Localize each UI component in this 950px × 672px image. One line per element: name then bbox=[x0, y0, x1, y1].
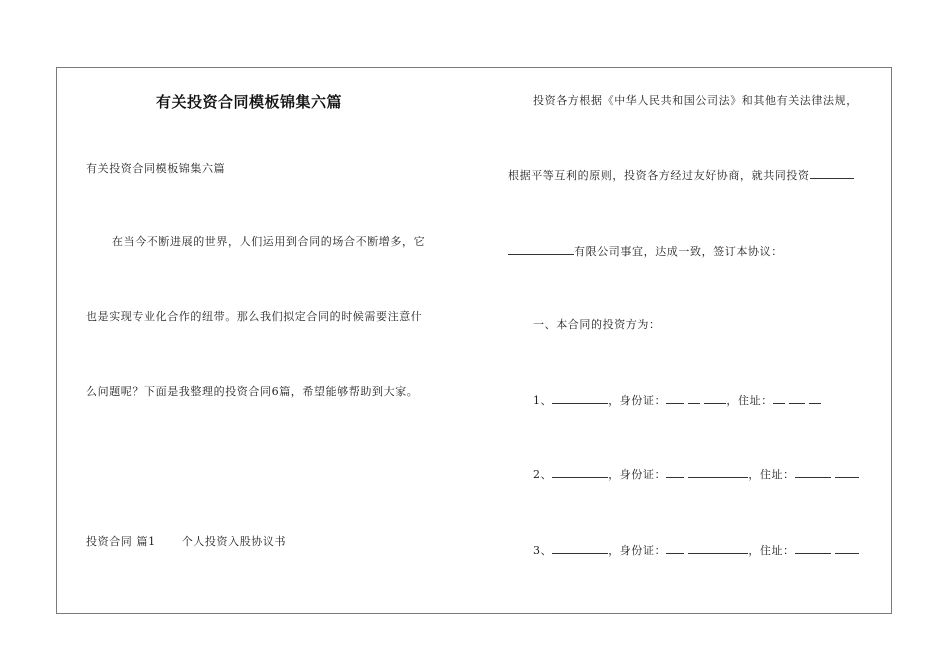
investor-1-address-blank-c[interactable] bbox=[809, 393, 821, 404]
agreement-line-1: 投资各方根据《中华人民共和国公司法》和其他有关法律法规， bbox=[533, 94, 858, 107]
investor-1-id-blank-b[interactable] bbox=[688, 393, 700, 404]
intro-line-3: 么问题呢？下面是我整理的投资合同6篇，希望能够帮助到大家。 bbox=[86, 385, 419, 398]
investor-2-address-label: ，住址： bbox=[748, 468, 795, 481]
investor-2-id-label: ，身份证： bbox=[608, 468, 667, 481]
company-name-blank-b[interactable] bbox=[508, 244, 574, 255]
investor-1-id-blank-a[interactable] bbox=[666, 393, 684, 404]
investor-2-number: 2、 bbox=[533, 468, 553, 481]
investor-heading: 一、本合同的投资方为： bbox=[533, 318, 661, 331]
investor-3-id-blank-a[interactable] bbox=[666, 543, 684, 554]
intro-line-1: 在当今不断进展的世界，人们运用到合同的场合不断增多，它 bbox=[112, 235, 426, 248]
document-title: 有关投资合同模板锦集六篇 bbox=[156, 93, 343, 111]
investor-2-address-blank-a[interactable] bbox=[795, 467, 831, 478]
investor-3-id-blank-b[interactable] bbox=[688, 543, 748, 554]
investor-3-address-label: ，住址： bbox=[748, 544, 795, 557]
investor-1-id-blank-c[interactable] bbox=[704, 393, 726, 404]
agreement-line-3 bbox=[508, 244, 783, 259]
investor-2-id-blank-a[interactable] bbox=[666, 467, 684, 478]
investor-3-number: 3、 bbox=[533, 544, 553, 557]
section-title: 个人投资入股协议书 bbox=[181, 535, 287, 548]
agreement-line-2 bbox=[508, 168, 854, 183]
section-label: 投资合同 篇1 bbox=[86, 535, 156, 548]
investor-3-id-label: ，身份证： bbox=[608, 544, 667, 557]
investor-3-name-blank[interactable] bbox=[552, 543, 608, 554]
investor-1-id-label: ，身份证： bbox=[608, 394, 667, 407]
investor-1-number: 1、 bbox=[533, 394, 553, 407]
document-subtitle: 有关投资合同模板锦集六篇 bbox=[86, 162, 226, 175]
investor-2-id-blank-b[interactable] bbox=[688, 467, 748, 478]
investor-1-name-blank[interactable] bbox=[552, 393, 608, 404]
investor-2-address-blank-b[interactable] bbox=[835, 467, 859, 478]
investor-1-address-blank-b[interactable] bbox=[789, 393, 805, 404]
intro-line-2: 也是实现专业化合作的纽带。那么我们拟定合同的时候需要注意什 bbox=[86, 310, 423, 323]
section-heading bbox=[86, 535, 286, 549]
investor-2-name-blank[interactable] bbox=[552, 467, 608, 478]
agreement-line-2-text: 根据平等互利的原则，投资各方经过友好协商，就共同投资 bbox=[508, 169, 810, 182]
investor-1-address-label: ，住址： bbox=[726, 394, 773, 407]
investor-row-1 bbox=[533, 393, 821, 408]
investor-row-3 bbox=[533, 543, 859, 558]
agreement-line-3-text: 有限公司事宜，达成一致，签订本协议： bbox=[574, 245, 783, 258]
company-name-blank-a[interactable] bbox=[810, 168, 854, 179]
page-frame bbox=[56, 67, 892, 614]
investor-3-address-blank-b[interactable] bbox=[835, 543, 859, 554]
investor-3-address-blank-a[interactable] bbox=[795, 543, 831, 554]
investor-row-2 bbox=[533, 467, 859, 482]
investor-1-address-blank-a[interactable] bbox=[773, 393, 785, 404]
